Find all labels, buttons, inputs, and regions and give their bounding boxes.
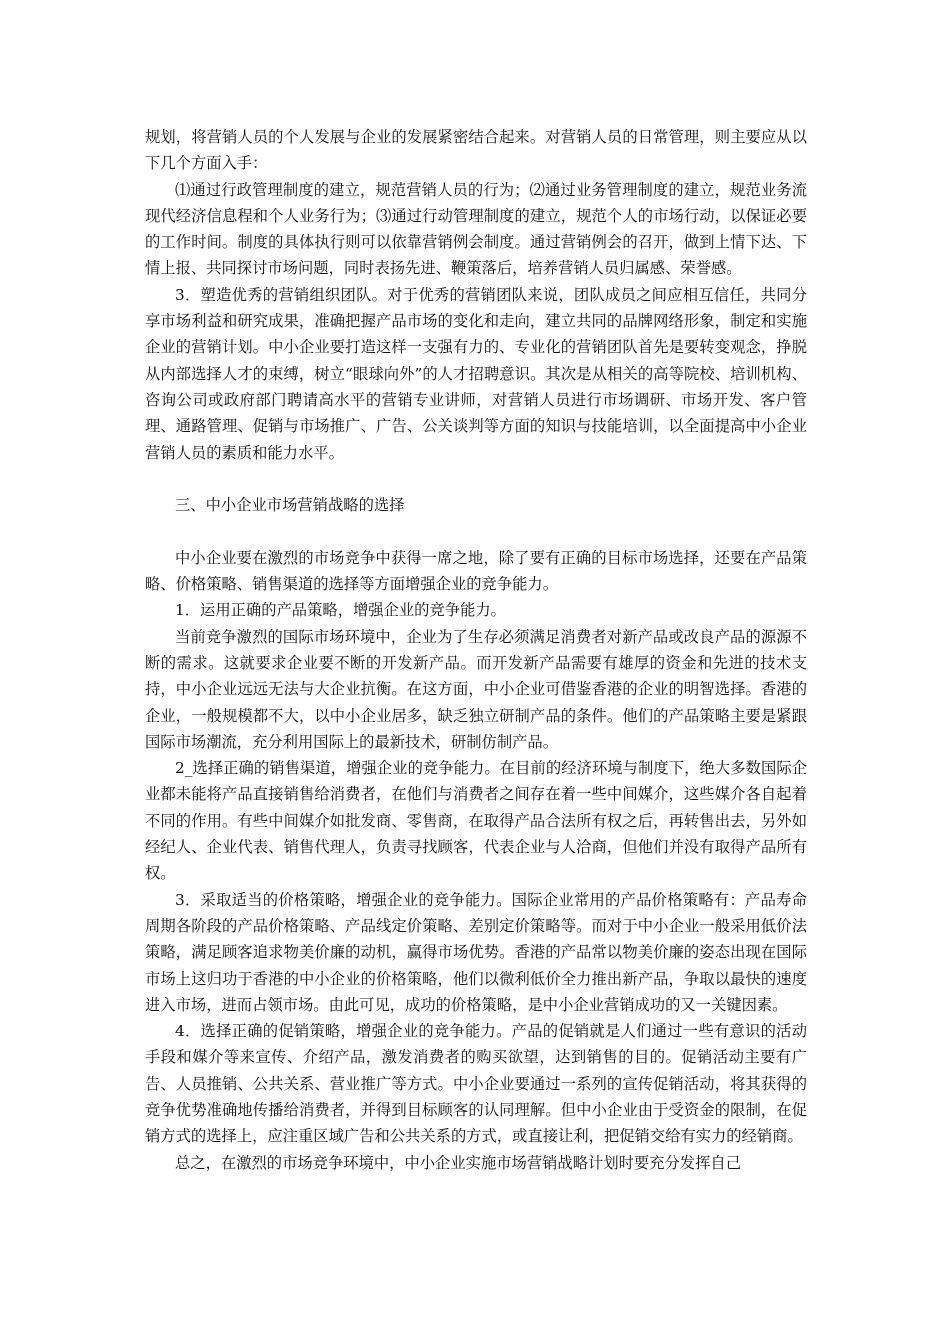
document-body (145, 124, 807, 1176)
paragraph-product-strategy-title: 1．运用正确的产品策略，增强企业的竞争能力。 (175, 601, 506, 620)
section-heading: 三、中小企业市场营销战略的选择 (175, 496, 405, 515)
paragraph-price-strategy: 3．采取适当的价格策略，增强企业的竞争能力。国际企业常用的产品价格策略有：产品寿命周期各阶段的产品价格策略、产品线定价策略、差别定价策略等。而对于中小企业一般采用低价法策略，满足顾客追求物美价廉的动机，赢得市场优势。香港的产品常以物美价廉的姿态出现在国际市场上这归功于香港的中小企业的价格策略，他们以微利低价全力推出新产品，争取以最快的速度进入市场，进而占领市场。由此可见，成功的价格策略，是中小企业营销成功的又一关键因素。 (145, 890, 807, 1014)
paragraph-conclusion: 总之，在激烈的市场竞争环境中，中小企业实施市场营销战略计划时要充分发挥自己 (175, 1153, 741, 1172)
paragraph-sales-channel: 2_选择正确的销售渠道，增强企业的竞争能力。在目前的经济环境与制度下，绝大多数国际企业都未能将产品直接销售给消费者，在他们与消费者之间存在着一些中间媒介，这些媒介各自起着不同的作用。有些中间媒介如批发商、零售商，在取得产品合法所有权之后，再转售出去，另外如经纪人、企业代表、销售代理人，负责寻找顾客，代表企业与人洽商，但他们并没有取得产品所有权。 (145, 759, 807, 883)
paragraph-continuation: 规划，将营销人员的个人发展与企业的发展紧密结合起来。对营销人员的日常管理，则主要应从以下几个方面入手： (145, 128, 807, 173)
paragraph-product-strategy: 当前竞争激烈的国际市场环境中，企业为了生存必须满足消费者对新产品或改良产品的源源不断的需求。这就要求企业要不断的开发新产品。而开发新产品需要有雄厚的资金和先进的技术支持，中小企业远远无法与大企业抗衡。在这方面，中小企业可借鉴香港的企业的明智选择。香港的企业，一般规模都不大，以中小企业居多，缺乏独立研制产品的条件。他们的产品策略主要是紧跟国际市场潮流，充分利用国际上的最新技术，研制仿制产品。 (145, 627, 807, 751)
paragraph-management-rules: ⑴通过行政管理制度的建立，规范营销人员的行为；⑵通过业务管理制度的建立，规范业务流现代经济信息程和个人业务行为；⑶通过行动管理制度的建立，规范个人的市场行动，以保证必要的工作时间。制度的具体执行则可以依靠营销例会制度。通过营销例会的召开，做到上情下达、下情上报、共同探讨市场问题，同时表扬先进、鞭策落后，培养营销人员归属感、荣誉感。 (145, 180, 807, 278)
paragraph-promotion-strategy: 4．选择正确的促销策略，增强企业的竞争能力。产品的促销就是人们通过一些有意识的活动手段和媒介等来宣传、介绍产品，激发消费者的购买欲望，达到销售的目的。促销活动主要有广告、人员推销、公共关系、营业推广等方式。中小企业要通过一系列的宣传促销活动，将其获得的竞争优势准确地传播给消费者，并得到目标顾客的认同理解。但中小企业由于受资金的限制，在促销方式的选择上，应注重区域广告和公共关系的方式，或直接让利，把促销交给有实力的经销商。 (145, 1022, 807, 1146)
paragraph-marketing-team: 3．塑造优秀的营销组织团队。对于优秀的营销团队来说，团队成员之间应相互信任，共同分享市场利益和研究成果，准确把握产品市场的变化和走向，建立共同的品牌网络形象，制定和实施企业的营销计划。中小企业要打造这样一支强有力的、专业化的营销团队首先是要转变观念，挣脱从内部选择人才的束缚，树立“眼球向外”的人才招聘意识。其次是从相关的高等院校、培训机构、咨询公司或政府部门聘请高水平的营销专业讲师，对营销人员进行市场调研、市场开发、客户管理、通路管理、促销与市场推广、广告、公关谈判等方面的知识与技能培训，以全面提高中小企业营销人员的素质和能力水平。 (145, 285, 807, 462)
paragraph-section-intro: 中小企业要在激烈的市场竞争中获得一席之地，除了要有正确的目标市场选择，还要在产品策略、价格策略、销售渠道的选择等方面增强企业的竞争能力。 (145, 548, 807, 594)
